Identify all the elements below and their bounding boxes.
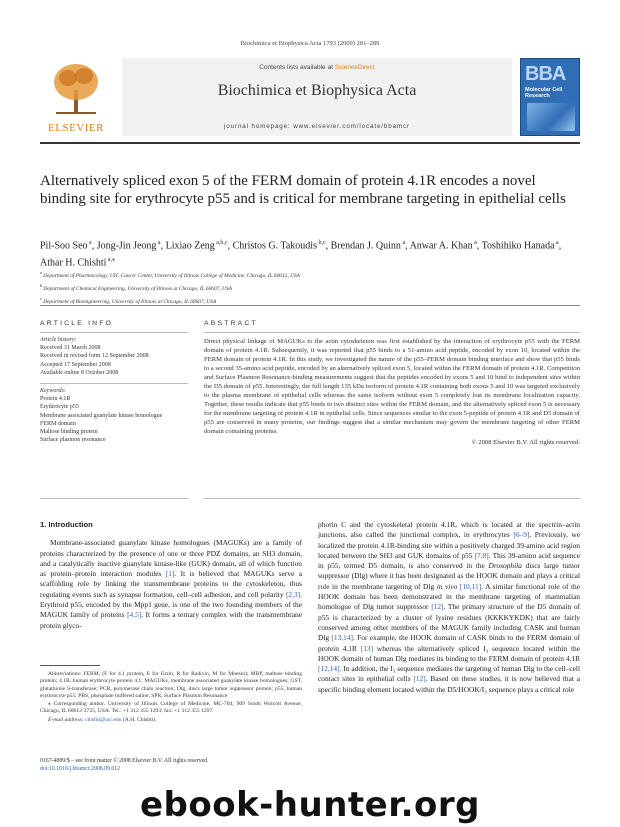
journal-banner xyxy=(122,58,512,136)
abstract xyxy=(204,332,580,447)
author-affiliation-marker[interactable]: b,c xyxy=(316,240,326,246)
keyword-item: Surface plasmon resonance xyxy=(40,437,106,444)
sciencedirect-link[interactable]: ScienceDirect xyxy=(334,64,375,71)
affiliation-item xyxy=(40,281,580,294)
issn-line: 0167-4889/$ – see front matter © 2008 Elsevier B.V. All rights reserved. xyxy=(40,758,209,764)
affiliation-text: Department of Chemical Engineering, University of Illinois at Chicago, IL 60607, USA xyxy=(43,285,232,292)
author-affiliation-marker[interactable]: a,b,c xyxy=(214,240,228,246)
journal-cover-image xyxy=(520,58,580,136)
keywords xyxy=(40,387,188,444)
author-name: Toshihiko Hanada xyxy=(481,240,555,252)
author-affiliation-marker[interactable]: a xyxy=(87,240,92,246)
reference-link[interactable]: [10,11] xyxy=(459,581,482,591)
copyright-line: © 2008 Elsevier B.V. All rights reserved. xyxy=(471,439,580,446)
history-item: Received 31 March 2008 xyxy=(40,345,101,352)
introduction-paragraph-continued: phorin C and the cytoskeletal protein 4.1R, which is located at the spectrin–actin junctions, also called the junctional complex, in erythrocytes [6–9]. Previously, we localized the protein 4.1R-binding site within a positively charged 39-amino acid region located between the SH3 and GUK domains of p55 [7,8]. This 39-amino acid sequence in p55, termed D5 domain, is also conserved in the Drosophila discs large tumor suppressor (Dlg) where it has been designated as the HOOK domain and plays a critical role in the membrane targeting of Dlg in vivo [10,11]. A similar functional role of the HOOK domain has been demonstrated in the membrane targeting of mammalian homologue of Dlg tumor suppressor [12]. The primary structure of the D5 domain of p55 is characterized by a cluster of lysine residues (KKKKYKDK) that are fairly conserved among other members of the MAGUK family including CASK and human Dlg [13,14]. For example, the HOOK domain of CASK binds to the FERM domain of protein 4.1R [13] whereas the alternatively spliced I₃ sequence located within the HOOK domain of human Dlg mediates its binding to the FERM domain of protein 4.1R [12,14]. In addition, the I₃ sequence mediates the targeting of human Dlg to the cell–cell contact sites in epithelial cells [12]. Based on these studies, it is now believed that a specific binding element located within the D5/HOOK/I₃ sequence plays a critical role xyxy=(318,520,581,694)
reference-link[interactable]: [13,14] xyxy=(331,633,353,643)
keywords-label: Keywords: xyxy=(40,388,66,395)
reference-link[interactable]: [12] xyxy=(413,674,426,684)
header-divider xyxy=(40,305,580,306)
reference-link[interactable]: [4,5] xyxy=(127,610,142,620)
affiliation-list xyxy=(40,268,580,306)
author-name: Brendan J. Quinn xyxy=(330,240,401,252)
reference-link[interactable]: [7,8] xyxy=(474,550,489,560)
history-item: Received in revised form 12 September 2008 xyxy=(40,353,149,360)
issn-block xyxy=(40,757,302,773)
abstract-text: Direct physical linkage of MAGUKs to the actin cytoskeleton was first established by the interaction of erythrocyte p55 with the FERM domain of protein 4.1R. Subsequently, it was reported that p55 binds to a 51-amino acid peptide, encoded by exon 10, located within the FERM domain of protein 4.1R. In this study, we investigated the nature of the p55–FERM domain binding interface and show that p55 binds to a second 35-amino acid peptide, encoded by an alternatively spliced exon 5, located within the FERM domain of protein 4.1R. Competition and Surface Plasmon Resonance-binding measurements suggest that the peptides encoded by exons 5 and 10 bind to independent sites within the D5 domain of p55. Interestingly, the full length 135 kDa isoform of protein 4.1R containing both exons 5 and 10 was targeted exclusively to the plasma membrane of epithelial cells whereas the same isoform without exon 5 completely lost its membrane localization capacity. Together, these results indicate that p55 binds to two distinct sites within the FERM domain, and the alternatively spliced exon 5 is necessary for the membrane targeting of protein 4.1R in epithelial cells. Since sequences similar to the exon 5-peptide of protein 4.1R and D5 domain of p55 are conserved in many proteins, our findings suggest that a similar mechanism may govern the membrane targeting of other FERM domain containing proteins. xyxy=(204,338,580,435)
author-name: Christos G. Takoudis xyxy=(232,240,317,252)
author-name: Pil-Soo Seo xyxy=(40,240,88,252)
cover-subtitle: Molecular Cell Research xyxy=(525,87,563,99)
history-item: Available online 8 October 2008 xyxy=(40,369,119,376)
affiliation-item xyxy=(40,268,580,281)
watermark: ebook-hunter.org xyxy=(139,785,481,825)
contents-line xyxy=(122,64,512,71)
body-column-left xyxy=(40,520,302,631)
email-suffix: (A.H. Chishti). xyxy=(121,716,157,723)
italic-term: in vivo xyxy=(436,581,458,591)
reference-link[interactable]: [2,3] xyxy=(285,589,301,599)
history-item: Accepted 17 September 2008 xyxy=(40,361,111,368)
author-affiliation-marker[interactable]: a xyxy=(554,240,559,246)
running-head: Biochimica et Biophysica Acta 1793 (2009) 281–289 xyxy=(240,40,380,47)
keyword-item: Protein 4.1R xyxy=(40,396,71,403)
author-name: Athar H. Chishti xyxy=(40,257,107,269)
article-info-heading: ARTICLE INFO xyxy=(40,320,114,327)
abstract-end-rule xyxy=(204,498,580,499)
elsevier-wordmark: ELSEVIER xyxy=(48,122,104,134)
introduction-heading: 1. Introduction xyxy=(40,520,93,529)
abbreviations-footnote: Abbreviations: FERM, (F for 4.1 protein, E for Ezrin, R for Radixin, M for Moesin); MBP, maltose binding protein; 4.1R, human erythrocyte protein 4.1; MAGUKs, membrane associated guanylate kinase homologues; GST, glutathione S-transferase; PCR, polymerase chain reaction; Dlg, discs large tumor suppressor protein; p55, human erythrocyte p55; PBS, phosphate buffered saline; SPR, Surface Plasmon Resonance xyxy=(40,671,302,699)
author-affiliation-marker[interactable]: a xyxy=(400,240,406,246)
body-column-right xyxy=(318,520,580,695)
cover-artwork xyxy=(527,103,575,131)
footnotes xyxy=(40,671,302,725)
author-name: Anwar A. Khan xyxy=(409,240,473,252)
reference-link[interactable]: [12] xyxy=(431,602,444,612)
keywords-rule xyxy=(40,383,188,384)
keyword-item: Membrane associated guanylate kinase homologue xyxy=(40,412,163,419)
masthead-divider xyxy=(40,142,580,144)
email-label: E-mail address: xyxy=(48,716,86,723)
email-link[interactable]: chishti@uic.edu xyxy=(85,716,122,723)
cover-letters: BBA xyxy=(525,63,566,85)
article-history-label: Article history: xyxy=(40,337,77,343)
italic-term: Drosophila xyxy=(488,561,522,571)
reference-link[interactable]: [1] xyxy=(165,569,175,579)
affiliation-text: Department of Pharmacology, UIC Cancer Center, University of Illinois College of Medicine, Chicago, IL 60612, USA xyxy=(43,272,300,279)
email-footnote xyxy=(40,717,302,724)
reference-link[interactable]: [12,14] xyxy=(318,664,340,674)
author-affiliation-marker[interactable]: a xyxy=(472,240,477,246)
article-info xyxy=(40,332,188,450)
affiliation-marker: a xyxy=(40,270,44,275)
affiliation-marker: c xyxy=(40,295,44,301)
author-name: Jong-Jin Jeong xyxy=(96,240,157,252)
introduction-paragraph: Membrane-associated guanylate kinase homologues (MAGUKs) are a family of proteins characterized by the presence of one or three PDZ domains, an SH3 domain, and a catalytically inactive guanylate kinase-like (GUK) domain, all of which function as protein–protein interaction modules [1]. It is believed that MAGUKs serve a scaffolding role by linking the transmembrane proteins to the cytoskeleton, thus regulating events such as synapse formation, cell–cell adhesion, and cell polarity [2,3]. Erythroid p55, encoded by the Mpp1 gene, is one of the two founding members of the MAGUK family of proteins [4,5]. It forms a ternary complex with the transmembrane protein glyco- xyxy=(40,538,302,630)
keyword-item: Erythrocyte p55 xyxy=(40,404,79,411)
author-affiliation-marker[interactable]: a xyxy=(156,240,161,246)
keyword-item: FERM domain xyxy=(40,420,76,427)
reference-link[interactable]: [6–9] xyxy=(513,530,530,540)
journal-masthead xyxy=(40,58,580,136)
article-info-end-rule xyxy=(40,498,188,499)
elsevier-logo[interactable] xyxy=(40,60,112,134)
doi-link[interactable]: doi:10.1016/j.bbamcr.2008.09.012 xyxy=(40,766,121,772)
journal-title: Biochimica et Biophysica Acta xyxy=(217,82,417,99)
author-list: Pil-Soo Seo $^a$, Jong-Jin Jeong $^a$, Lixiao Zeng $^{a,b,c}$, Christos G. Takoudis $^{b,c}$, Brendan J. Quinn $^a$, Anwar A. Khan $^a$, Toshihiko Hanada $^a$, Athar H. Chishti $^{a,⁎}$ xyxy=(40,240,562,269)
article-info-rule xyxy=(40,332,188,333)
elsevier-tree-icon xyxy=(50,60,102,116)
journal-homepage-link[interactable]: journal homepage: www.elsevier.com/locate/bbamcr xyxy=(224,123,410,130)
footnote-rule xyxy=(40,665,100,666)
keyword-item: Maltose binding protein xyxy=(40,429,98,436)
author-name: Lixiao Zeng xyxy=(165,240,215,252)
abstract-heading: ABSTRACT xyxy=(204,320,258,327)
affiliation-text: Department of Bioengineering, University of Illinois at Chicago, IL 60607, USA xyxy=(43,298,217,305)
abstract-rule xyxy=(204,332,580,333)
affiliation-marker: b xyxy=(40,282,44,288)
article-history xyxy=(40,336,188,377)
article-title: Alternatively spliced exon 5 of the FERM domain of protein 4.1R encodes a novel binding site for erythrocyte p55 and is critical for membrane targeting in epithelial cells xyxy=(40,173,566,207)
contents-prefix: Contents lists available at xyxy=(259,64,335,71)
author-affiliation-marker[interactable]: a,⁎ xyxy=(106,257,116,264)
reference-link[interactable]: [13] xyxy=(360,643,374,653)
corresponding-author-footnote: ⁎ Corresponding author. University of Illinois College of Medicine, MC-704, 909 South Wolcott Avenue, Chicago, IL 60612-3725, USA. Tel.: +1 312 355 1293; fax: +1 312 355 1297. xyxy=(40,701,302,715)
